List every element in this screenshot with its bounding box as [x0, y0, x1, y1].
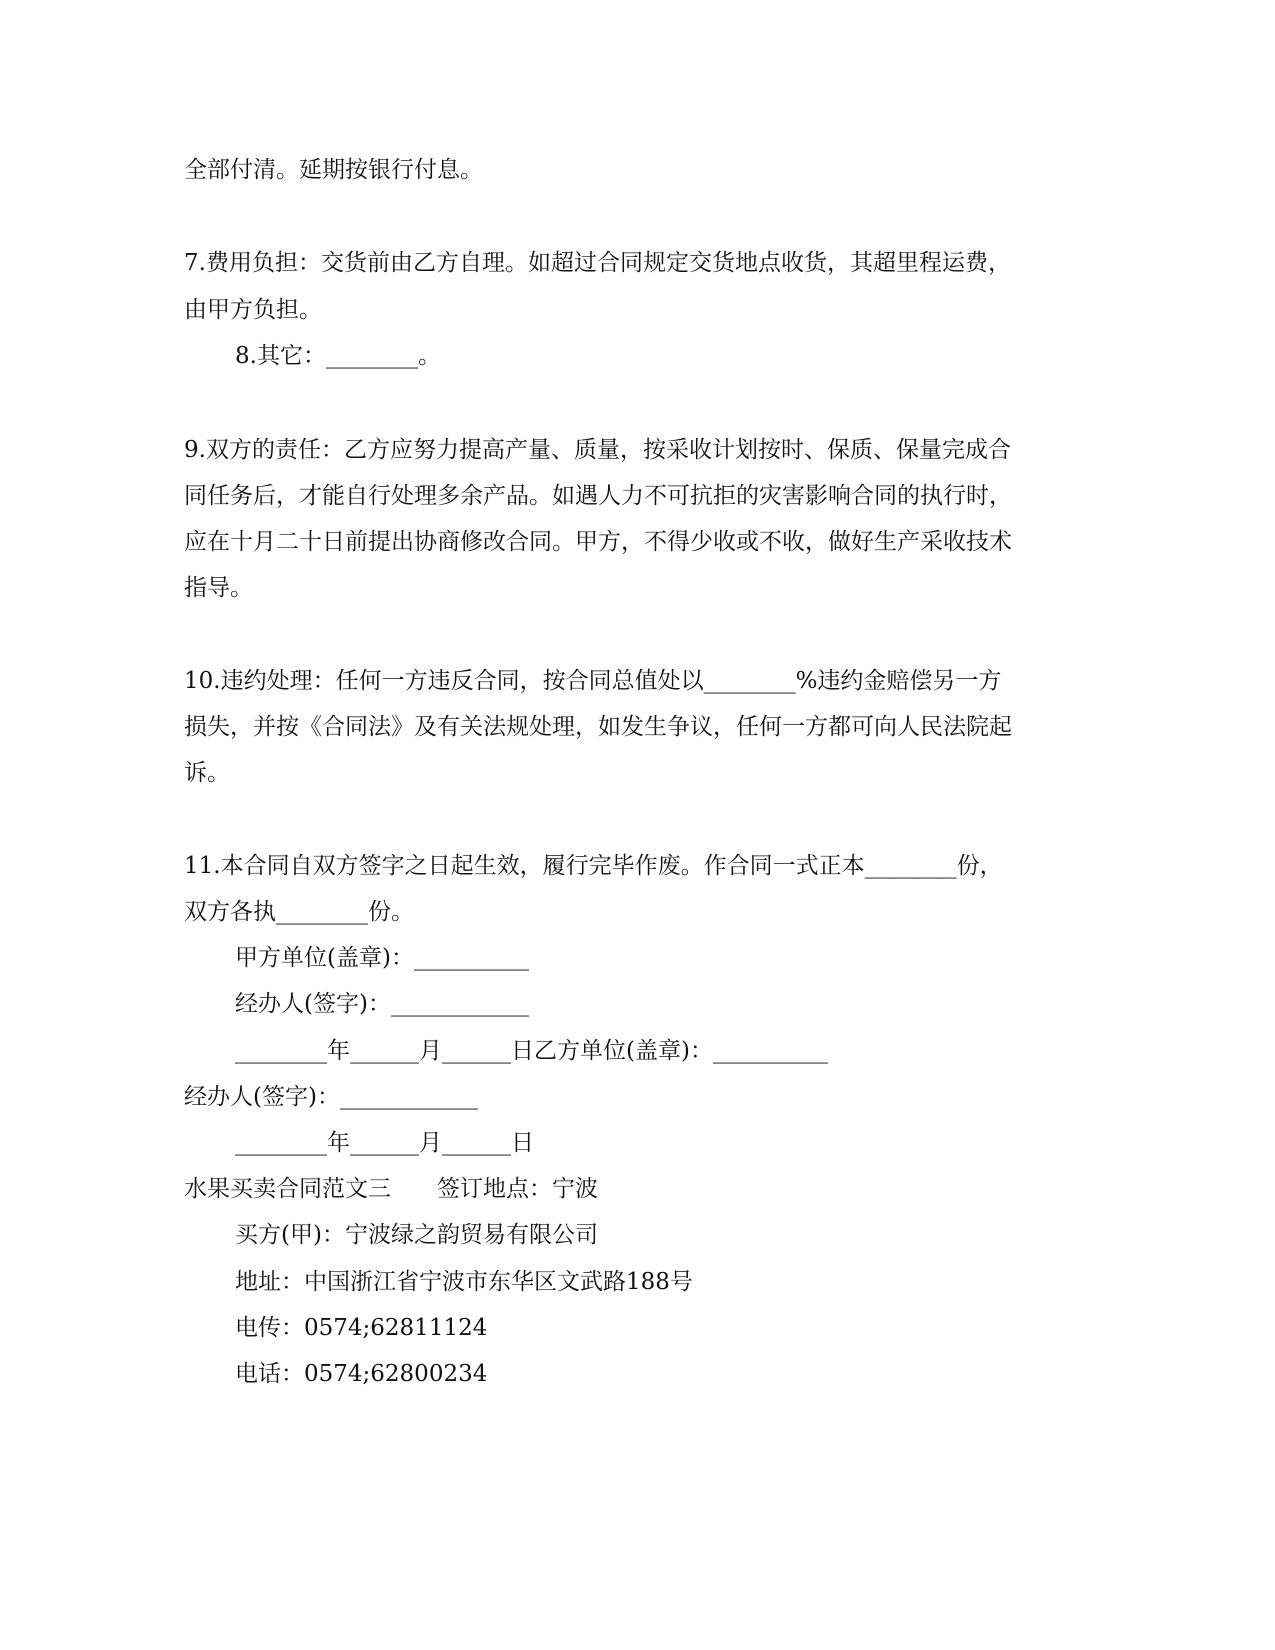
- clause-7-line-2: 由甲方负担。: [184, 297, 322, 323]
- clause-10-line-2: 损失，并按《合同法》及有关法规处理，如发生争议，任何一方都可向人民法院起: [184, 714, 1012, 740]
- clause-11-line-2: 双方各执________份。: [184, 899, 414, 925]
- fax-line: 电传：0574;62811124: [235, 1315, 488, 1341]
- buyer-line: 买方(甲)：宁波绿之韵贸易有限公司: [235, 1222, 598, 1248]
- clause-8: 8.其它：________。: [235, 343, 441, 369]
- clause-10-line-3: 诉。: [184, 760, 230, 786]
- party-b-date: ________年______月______日: [235, 1130, 534, 1156]
- clause-9-line-4: 指导。: [184, 575, 253, 601]
- party-a-agent: 经办人(签字)：____________: [235, 991, 529, 1017]
- clause-9-line-3: 应在十月二十日前提出协商修改合同。甲方，不得少收或不收，做好生产采收技术: [184, 529, 1012, 555]
- text-line: 全部付清。延期按银行付息。: [184, 157, 483, 183]
- address-line: 地址：中国浙江省宁波市东华区文武路188号: [235, 1269, 693, 1295]
- clause-11-line-1: 11.本合同自双方签字之日起生效，履行完毕作废。作合同一式正本________份，: [184, 853, 1003, 879]
- clause-9-line-2: 同任务后，才能自行处理多余产品。如遇人力不可抗拒的灾害影响合同的执行时，: [184, 483, 1012, 509]
- clause-9-line-1: 9.双方的责任：乙方应努力提高产量、质量，按采收计划按时、保质、保量完成合: [184, 437, 1011, 463]
- party-b-agent: 经办人(签字)：____________: [184, 1084, 478, 1110]
- contract-three-heading: 水果买卖合同范文三 签订地点：宁波: [184, 1176, 598, 1202]
- party-a-seal: 甲方单位(盖章)：__________: [235, 945, 529, 971]
- clause-10-line-1: 10.违约处理：任何一方违反合同，按合同总值处以________%违约金赔偿另一方: [184, 668, 1002, 694]
- clause-7-line-1: 7.费用负担：交货前由乙方自理。如超过合同规定交货地点收货，其超里程运费，: [184, 250, 1011, 276]
- phone-line: 电话：0574;62800234: [235, 1361, 488, 1387]
- date-and-party-b-seal: ________年______月______日乙方单位(盖章)：__________: [235, 1038, 828, 1064]
